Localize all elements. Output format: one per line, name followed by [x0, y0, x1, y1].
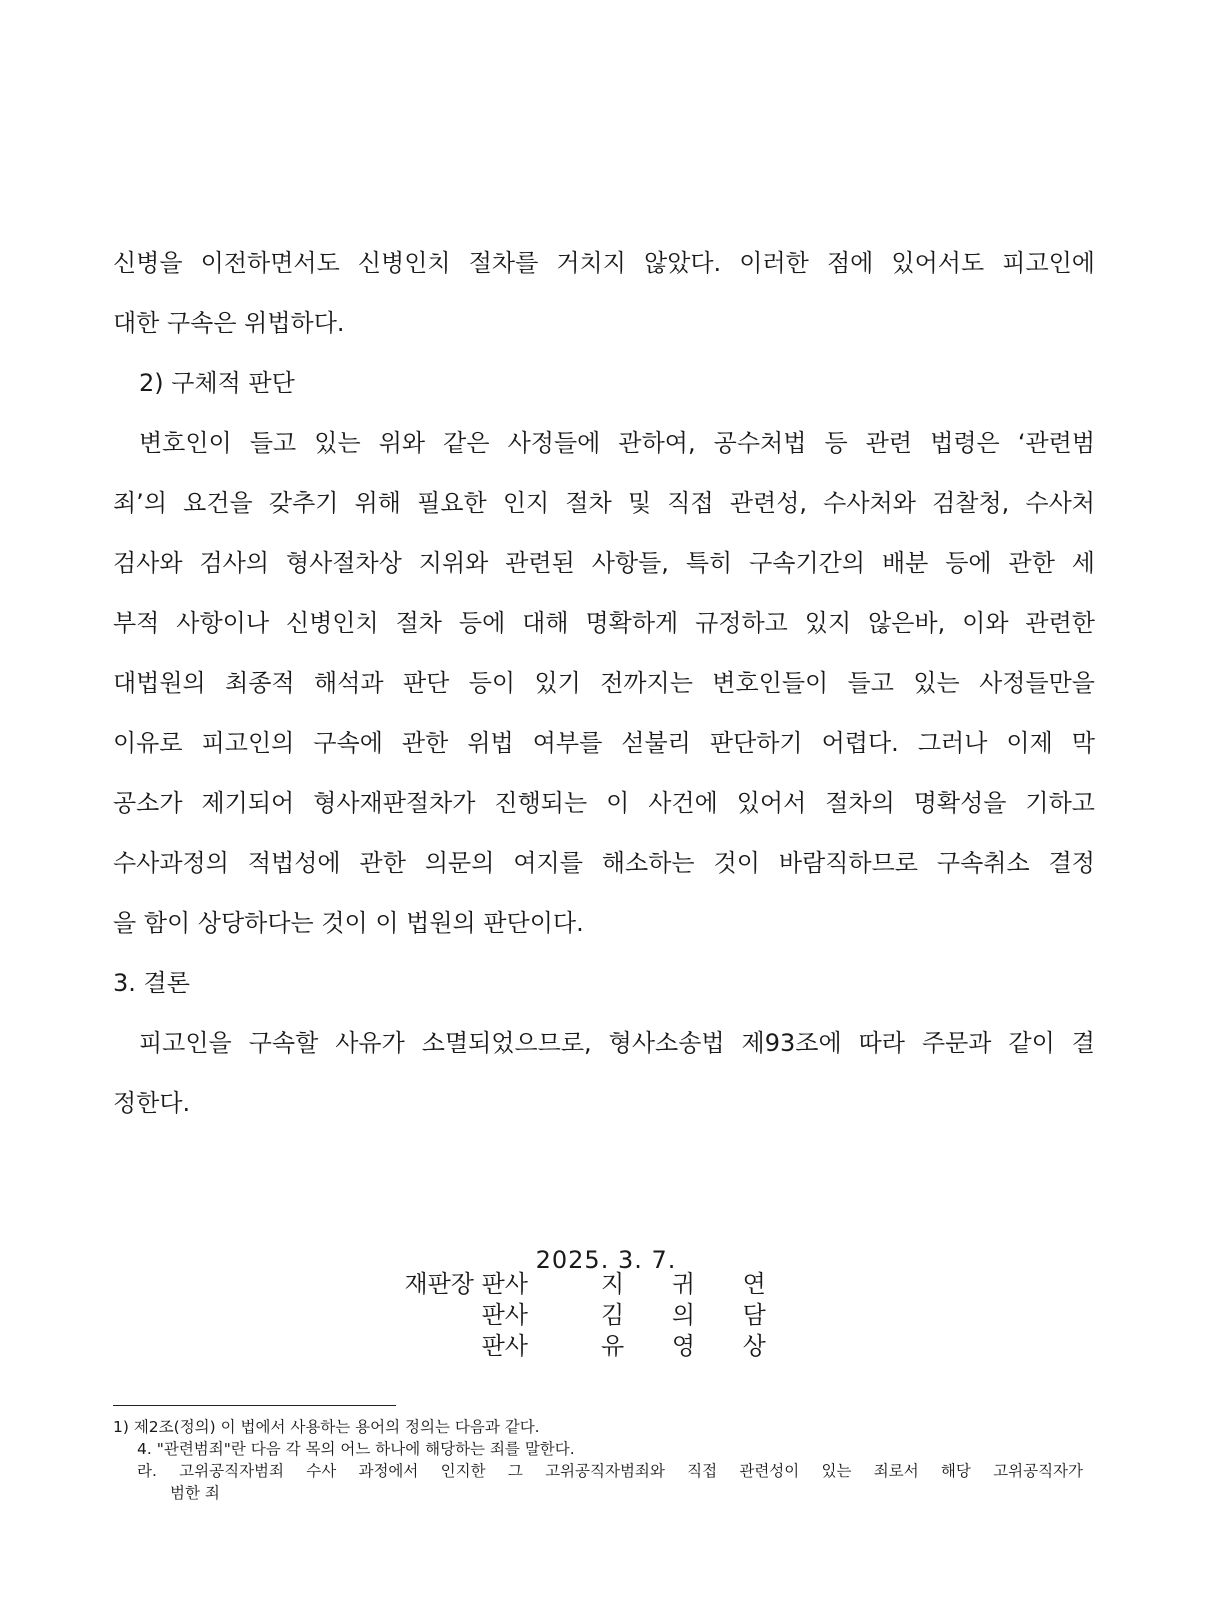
body-line-9: 이유로 피고인의 구속에 관한 위법 여부를 섣불리 판단하기 어렵다. 그러나 이제 막: [113, 729, 1095, 757]
footnote-line-3: 라. 고위공직자범죄 수사 과정에서 인지한 그 고위공직자범죄와 직접 관련성이 있는 죄로서 해당 고위공직자가: [137, 1462, 1083, 1480]
footnote-line-1: 1) 제2조(정의) 이 법에서 사용하는 용어의 정의는 다음과 같다.: [113, 1418, 540, 1436]
decision-date: 2025. 3. 7.: [535, 1246, 677, 1274]
signature-title: 재판장 판사: [404, 1270, 528, 1298]
section-heading-conclusion: 3. 결론: [113, 969, 190, 997]
signature-name: 지 귀 연: [601, 1270, 786, 1298]
document-body: [113, 237, 1095, 1137]
footnotes: [113, 1416, 1083, 1504]
body-line-7: 부적 사항이나 신병인치 절차 등에 대해 명확하게 규정하고 있지 않은바, 이와 관련한: [113, 609, 1095, 637]
body-line-1: 신병을 이전하면서도 신병인치 절차를 거치지 않았다. 이러한 점에 있어서도 피고인에: [113, 249, 1095, 277]
body-line-5: 죄’의 요건을 갖추기 위해 필요한 인지 절차 및 직접 관련성, 수사처와 검찰청, 수사처: [113, 489, 1095, 517]
body-line-15: 정한다.: [113, 1089, 191, 1117]
signature-row-judge-2: [393, 1299, 793, 1331]
signature-row-presiding: [393, 1268, 793, 1300]
footnote-divider: [113, 1405, 396, 1406]
footnote-line-2: 4. "관련범죄"란 다음 각 목의 어느 하나에 해당하는 죄를 말한다.: [137, 1440, 575, 1458]
section-heading-2: 2) 구체적 판단: [139, 369, 295, 397]
body-line-11: 수사과정의 적법성에 관한 의문의 여지를 해소하는 것이 바람직하므로 구속취소 결정: [113, 849, 1095, 877]
body-line-6: 검사와 검사의 형사절차상 지위와 관련된 사항들, 특히 구속기간의 배분 등에 관한 세: [113, 549, 1095, 577]
signature-name: 김 의 담: [601, 1301, 786, 1329]
signature-title: 판사: [481, 1301, 528, 1329]
body-line-2: 대한 구속은 위법하다.: [113, 309, 345, 337]
signature-name: 유 영 상: [601, 1332, 786, 1360]
footnote-line-4: 범한 죄: [170, 1484, 220, 1502]
body-line-12: 을 함이 상당하다는 것이 이 법원의 판단이다.: [113, 909, 584, 937]
signature-title: 판사: [481, 1332, 528, 1360]
signature-row-judge-3: [393, 1330, 793, 1362]
body-line-10: 공소가 제기되어 형사재판절차가 진행되는 이 사건에 있어서 절차의 명확성을 기하고: [113, 789, 1095, 817]
body-line-14: 피고인을 구속할 사유가 소멸되었으므로, 형사소송법 제93조에 따라 주문과 같이 결: [139, 1029, 1095, 1057]
body-line-4: 변호인이 들고 있는 위와 같은 사정들에 관하여, 공수처법 등 관련 법령은 ‘관련범: [139, 429, 1095, 457]
body-line-8: 대법원의 최종적 해석과 판단 등이 있기 전까지는 변호인들이 들고 있는 사정들만을: [113, 669, 1095, 697]
